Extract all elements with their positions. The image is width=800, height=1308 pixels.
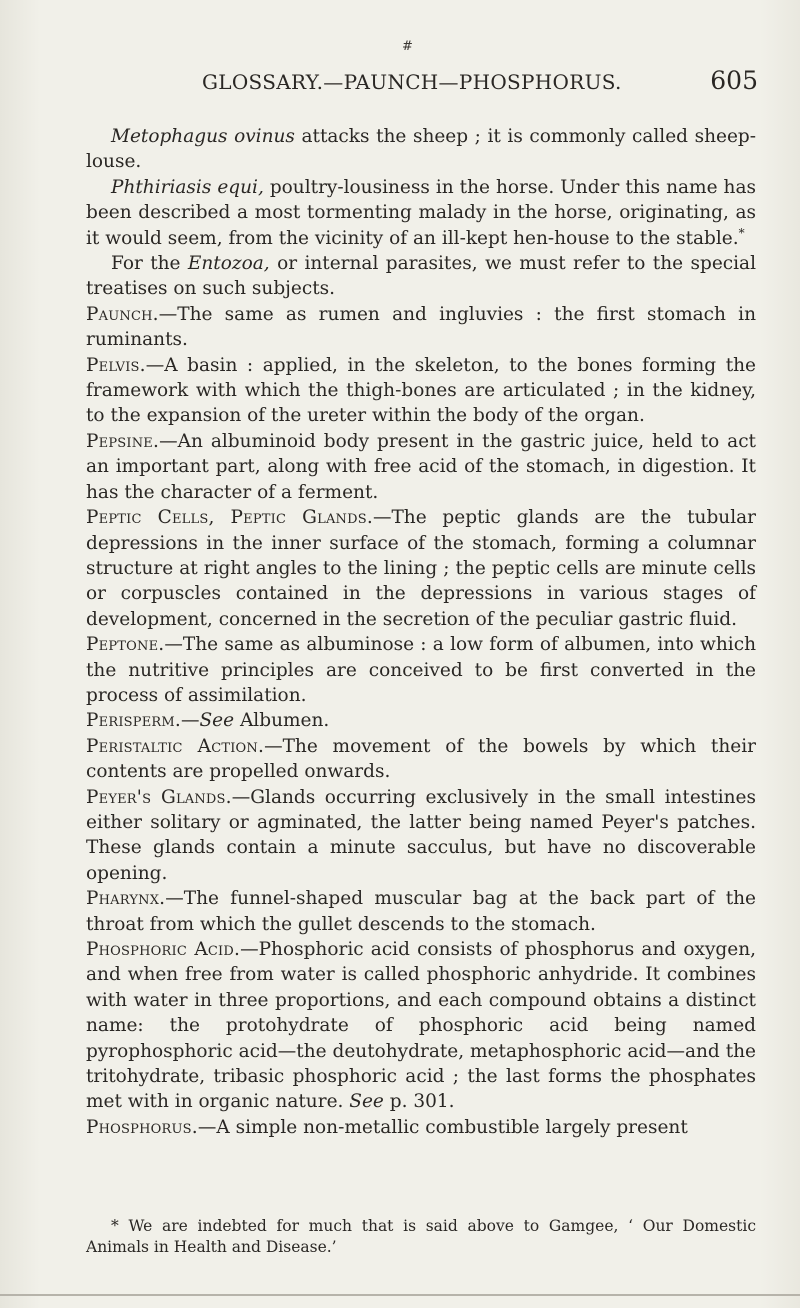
headword: Phosphorus.: [86, 1116, 198, 1138]
footnote-marker: *: [738, 225, 745, 240]
entry-paunch: Paunch.—The same as rumen and ingluvies : the first stomach in ruminants.: [86, 303, 756, 351]
headword: Phosphoric Acid.: [86, 939, 241, 960]
entry-peptic-cells: Peptic Cells, Peptic Glands.—The peptic glands are the tubular depressions in the inner surface of the stomach, forming a columnar structure at right angles to the lining ; the peptic cells are minute cells or corpuscles contained in the depressions in various stages of development, concerned in the secretion of the peculiar gastric fluid.: [86, 507, 756, 630]
entry-pharynx: Pharynx.—The funnel-shaped muscular bag at the back part of the throat from which the gullet descends to the stomach.: [86, 888, 756, 935]
headword: Pharynx.: [86, 888, 166, 910]
running-head: GLOSSARY.—PAUNCH—PHOSPHORUS.: [202, 70, 622, 94]
entry-peristaltic-action: Peristaltic Action.—The movement of the bowels by which their contents are propelled onwards.: [86, 735, 756, 783]
entry-pepsine: Pepsine.—An albuminoid body present in the gastric juice, held to act an important part, along with free acid of the stomach, in digestion. It has the character of a ferment.: [86, 430, 756, 503]
page-number: 605: [710, 66, 758, 95]
footnote-text: * We are indebted for much that is said above to Gamgee, ‘ Our Domestic Animals in Health and Disease.’: [86, 1217, 756, 1256]
printer-mark: #: [402, 39, 413, 54]
footnote: [86, 1216, 756, 1258]
headword: Pelvis.: [86, 354, 146, 376]
entry-pelvis: Pelvis.—A basin : applied, in the skeleton, to the bones forming the framework with which the thigh-bones are articulated ; in the kidney, to the expansion of the ureter within the body of the organ.: [86, 354, 756, 427]
headword: Peristaltic Action.: [86, 735, 265, 757]
entry-phosphorus: Phosphorus.—A simple non-metallic combustible largely present: [86, 1116, 688, 1138]
page-edge-rule: [0, 1294, 800, 1296]
headword: Peptone.: [86, 634, 165, 656]
headword: Perisperm.: [86, 710, 181, 732]
headword: Pepsine.: [86, 430, 160, 452]
entry-peyers-glands: Peyer's Glands.—Glands occurring exclusively in the small intestines either solitary or agminated, the latter being named Peyer's patches. These glands contain a minute sacculus, but have no discoverable opening.: [86, 786, 756, 884]
entry-perisperm: Perisperm.—See Albumen.: [86, 710, 330, 732]
headword: Peptic Cells, Peptic Glands.: [86, 507, 373, 529]
entry-entozoa: For the Entozoa, or internal parasites, we must refer to the special treatises on such subjects.: [86, 253, 756, 300]
entry-metophagus: Metophagus ovinus attacks the sheep ; it is commonly called sheep-louse.: [86, 126, 756, 173]
headword: Paunch.: [86, 303, 159, 325]
page-header: [202, 64, 758, 108]
entry-phosphoric-acid: Phosphoric Acid.—Phosphoric acid consists of phosphorus and oxygen, and when free from water is called phosphoric anhydride. It combines with water in three proportions, and each compound obtains a distinct name: the protohydrate of phosphoric acid being named pyrophosphoric acid—the deutohydrate, metaphosphoric acid—and the tritohydrate, tribasic phosphoric acid ; the last forms the phosphates met with in organic nature. See p. 301.: [86, 939, 756, 1113]
headword: Peyer's Glands.: [86, 786, 232, 808]
entry-phthiriasis: Phthiriasis equi, poultry-lousiness in the horse. Under this name has been described a most tormenting malady in the horse, originating, as it would seem, from the vicinity of an ill-kept hen-house to the stable.*: [86, 176, 756, 249]
glossary-body: [86, 124, 756, 1140]
entry-peptone: Peptone.—The same as albuminose : a low form of albumen, into which the nutritive principles are conceived to be first converted in the process of assimilation.: [86, 634, 756, 706]
